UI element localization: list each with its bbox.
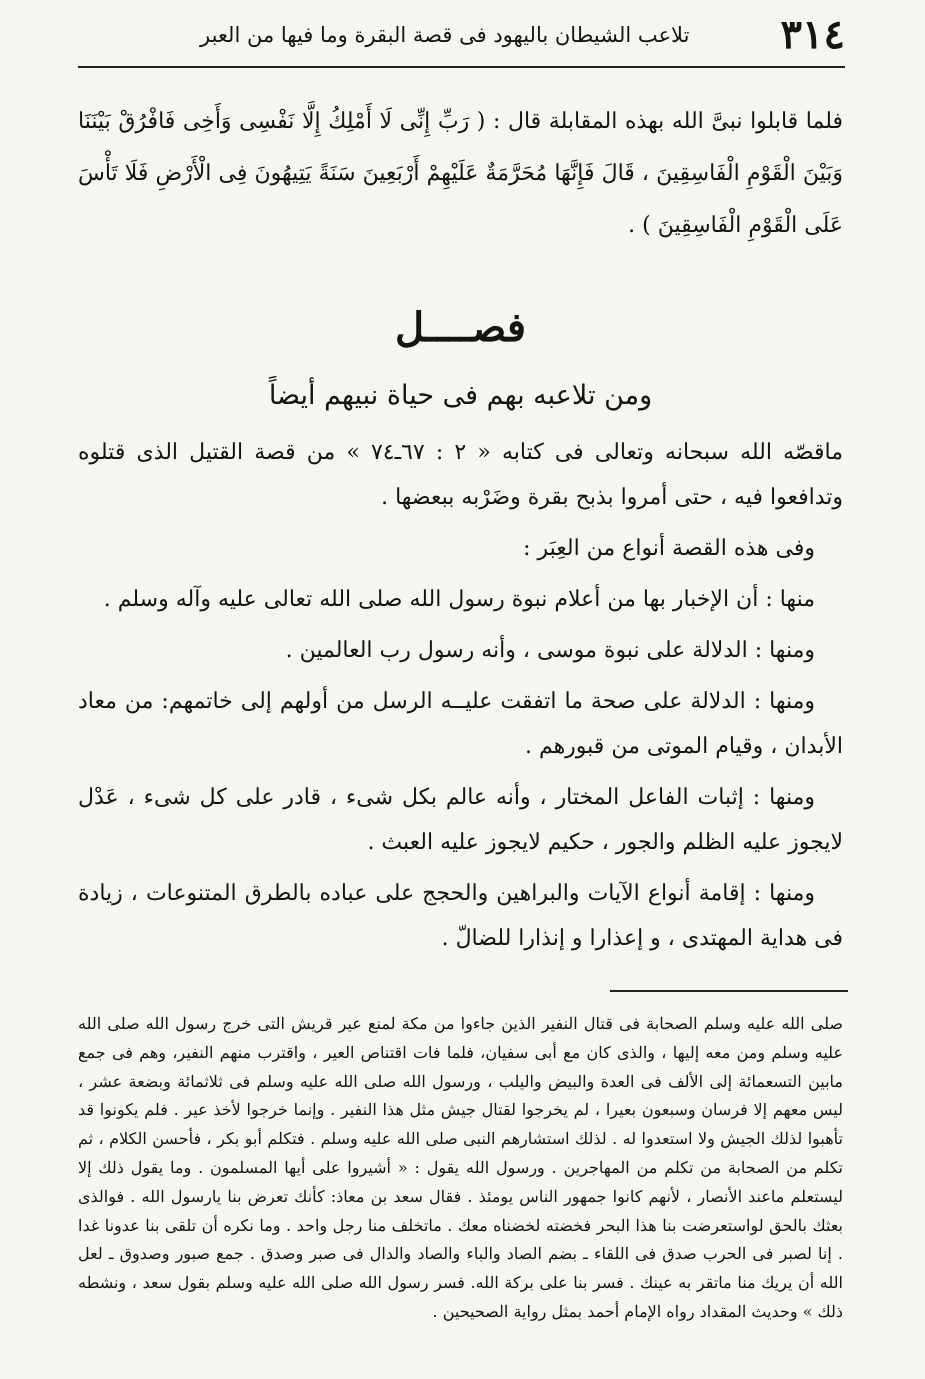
body-paragraph: ومنها : إثبات الفاعل المختار ، وأنه عالم بكل شىء ، قادر على كل شىء ، عَدْل لايجوز عليه الظلم والجور ، حكيم لايجوز عليه العبث . xyxy=(78,785,843,855)
running-title: تلاعب الشيطان باليهود فى قصة البقرة وما فيها من العبر xyxy=(200,22,690,47)
section-title: فصــــل xyxy=(395,304,526,351)
footnote-rule xyxy=(610,990,848,992)
header-rule xyxy=(78,66,845,68)
intro-block xyxy=(78,96,843,252)
footnote-text: صلى الله عليه وسلم الصحابة فى قتال النفير الذين جاءوا من مكة لمنع عير قريش التى خرج رسول الله صلى الله عليه وسلم ومن معه إليها ، والذى كان مع أبى سفيان، فلما فات اقتناص العير ، واقترب منهم النفير، وهم فى جمع مابين التسعمائة إلى الألف فى العدة والبيض واليلب ، ورسول الله صلى الله عليه وسلم فى ثلاثمائة وبضعة عشر ، ليس معهم إلا فرسان وسبعون بعيرا ، لم يخرجوا لقتال جيش مثل هذا النفير . وإنما خرجوا لأخذ عير . فلم يكونوا قد تأهبوا لذلك الجيش ولا استعدوا له . لذلك استشارهم النبى صلى الله عليه وسلم . فتكلم أبو بكر ، فأحسن الكلام ، ثم تكلم من الصحابة من تكلم من المهاجرين . ورسول الله يقول : « أشيروا على أيها المسلمون . وما يقول ذلك إلا ليستعلم ماعند الأنصار ، لأنهم كانوا جمهور الناس يومئذ . فقال سعد بن معاذ: كأنك تعرض بنا يارسول الله . فوالذى بعثك بالحق لواستعرضت بنا هذا البحر فخضته لخضناه معك . ماتخلف منا رجل واحد . وما نكره أن تلقى بنا عدونا غدا . إنا لصبر فى الحرب صدق فى اللقاء ـ بضم الصاد والباء والصاد والدال فى صبر وصدق . جمع صبور وصدوق ـ لعل الله أن يريك منا ماتقر به عينك . فسر بنا على بركة الله. فسر رسول الله صلى الله عليه وسلم بقول سعد ، ونشطه ذلك » وحديث المقداد رواه الإمام أحمد بمثل رواية الصحيحين . xyxy=(78,1014,844,1321)
page-header xyxy=(200,8,845,62)
page-number: ٣١٤ xyxy=(780,11,845,58)
body-paragraph: منها : أن الإخبار بها من أعلام نبوة رسول الله صلى الله تعالى عليه وآله وسلم . xyxy=(103,587,815,612)
body-paragraph: ماقصّه الله سبحانه وتعالى فى كتابه « ٢ : ٦٧ـ٧٤ » من قصة القتيل الذى قتلوه وتدافعوا فيه ، حتى أمروا بذبح بقرة وضَرْبه ببعضها . xyxy=(78,440,843,510)
section-subtitle: ومن تلاعبه بهم فى حياة نبيهم أيضاً xyxy=(268,380,653,411)
body-paragraph: ومنها : الدلالة على نبوة موسى ، وأنه رسول رب العالمين . xyxy=(285,638,815,663)
body-text xyxy=(78,430,843,967)
body-paragraph: ومنها : إقامة أنواع الآيات والبراهين والحجج على عباده بالطرق المتنوعات ، زيادة فى هداية المهتدى ، و إعذارا و إنذارا للضالّ . xyxy=(78,881,843,951)
body-paragraph: وفى هذه القصة أنواع من العِبَر : xyxy=(523,536,815,561)
intro-paragraph: فلما قابلوا نبىَّ الله بهذه المقابلة قال : ( رَبِّ إِنِّى لَا أَمْلِكُ إِلَّا نَفْسِى وَأَخِى فَافْرُقْ بَيْنَنَا وَبَيْنَ الْقَوْمِ الْفَاسِقِينَ ، قَالَ فَإِنَّهَا مُحَرَّمَةٌ عَلَيْهِمْ أَرْبَعِينَ سَنَةً يَتِيهُونَ فِى الْأَرْضِ فَلَا تَأْسَ عَلَى الْقَوْمِ الْفَاسِقِينَ ) . xyxy=(78,109,843,238)
body-paragraph: ومنها : الدلالة على صحة ما اتفقت عليــه الرسل من أولهم إلى خاتمهم: من معاد الأبدان ، وقيام الموتى من قبورهم . xyxy=(78,689,843,759)
